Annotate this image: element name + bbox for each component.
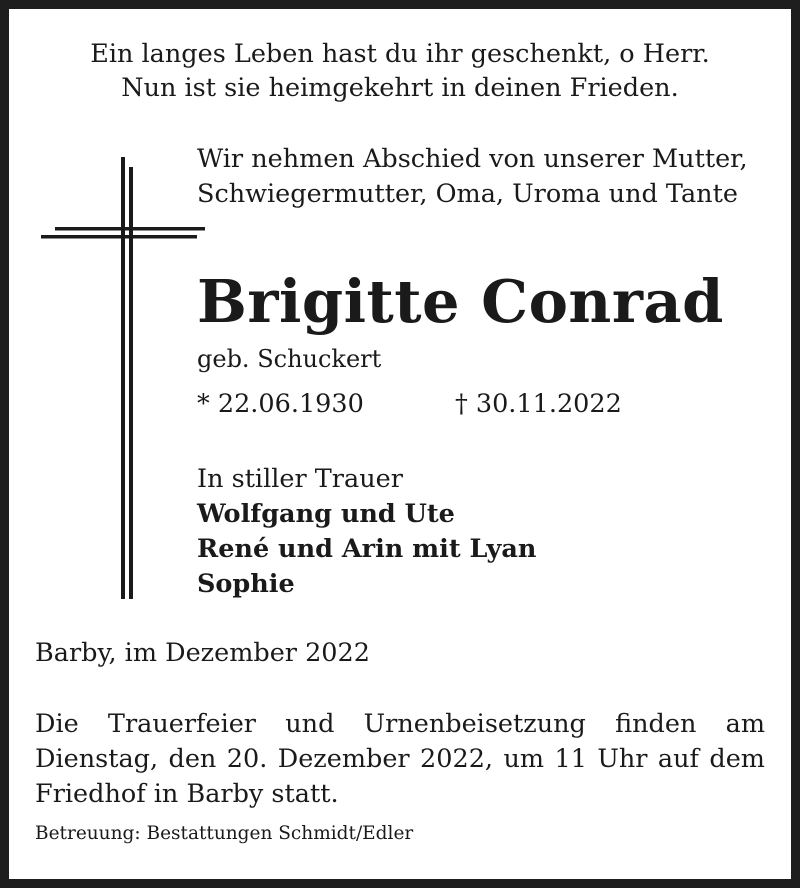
- mourner-line-2: René und Arin mit Lyan: [197, 534, 537, 564]
- cross-icon: [39, 157, 209, 599]
- obituary-notice: [9, 9, 791, 879]
- mourner-line-1: Wolfgang und Ute: [197, 499, 455, 529]
- birth-name: geb. Schuckert: [197, 345, 382, 373]
- place-date: Barby, im Dezember 2022: [35, 638, 370, 668]
- verse-line-2: Nun ist sie heimgekehrt in deinen Frieden.: [121, 73, 679, 103]
- undertaker: Betreuung: Bestattungen Schmidt/Edler: [35, 823, 414, 844]
- death-date: † 30.11.2022: [455, 389, 622, 419]
- ceremony-text: Die Trauerfeier und Urnenbeisetzung finden am Dienstag, den 20. Dezember 2022, um 11 Uhr auf dem Friedhof in Barby statt.: [35, 709, 765, 809]
- mourner-line-3: Sophie: [197, 569, 295, 599]
- birth-date: * 22.06.1930: [197, 389, 364, 419]
- intro-line-1: Wir nehmen Abschied von unserer Mutter,: [197, 144, 748, 174]
- verse-line-1: Ein langes Leben hast du ihr geschenkt, o Herr.: [90, 39, 710, 69]
- mourners-intro: In stiller Trauer: [197, 464, 403, 494]
- deceased-name: Brigitte Conrad: [197, 267, 724, 336]
- intro-line-2: Schwiegermutter, Oma, Uroma und Tante: [197, 179, 738, 209]
